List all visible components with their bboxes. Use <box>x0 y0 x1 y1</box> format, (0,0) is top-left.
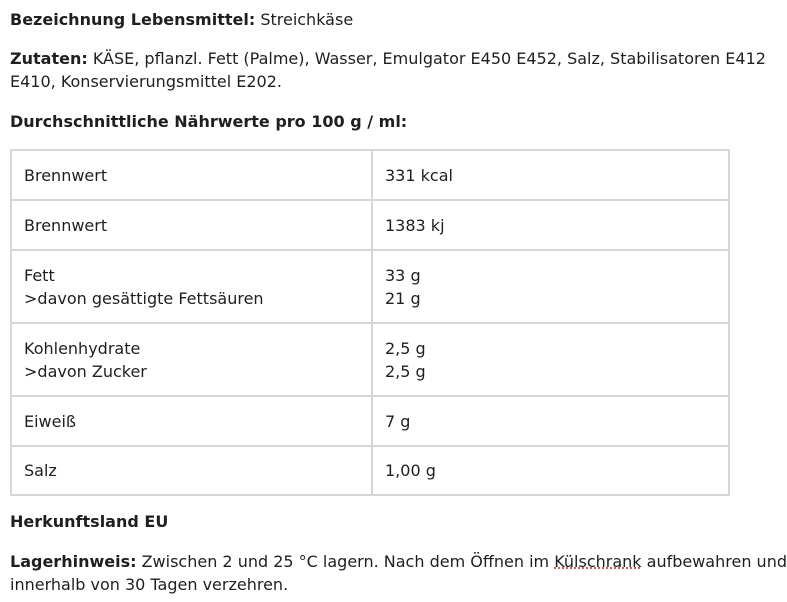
nutrient-value: 331 kcal <box>385 165 453 185</box>
origin-line <box>10 510 734 533</box>
nutrition-heading <box>10 110 734 133</box>
origin-label: Herkunftsland EU <box>10 512 169 531</box>
table-row <box>11 250 729 323</box>
nutrient-label: Brennwert <box>24 165 108 185</box>
storage-text-after: aufbewahren und <box>646 552 787 571</box>
ingredients-text-1: KÄSE, pflanzl. Fett (Palme), Wasser, Emulgator E450 E452, Salz, Stabilisatoren E412 <box>92 49 766 68</box>
ingredients-line-1 <box>10 47 766 70</box>
storage-line-2 <box>10 573 734 596</box>
nutrient-sublabel: >davon Zucker <box>24 361 147 381</box>
nutrient-value-cell <box>372 150 729 200</box>
nutrient-label: Kohlenhydrate <box>24 338 141 358</box>
nutrient-label: Salz <box>24 461 57 480</box>
nutrient-value: 1383 kj <box>385 215 445 235</box>
nutrient-sublabel: >davon gesättigte Fettsäuren <box>24 288 264 308</box>
nutrient-label-cell <box>11 200 372 250</box>
product-name-label: Bezeichnung Lebensmittel: <box>10 10 256 29</box>
nutrient-label-cell <box>11 323 372 396</box>
nutrient-label-cell <box>11 396 372 446</box>
nutrient-value: 2,5 g <box>385 338 426 358</box>
nutrient-value: 33 g <box>385 265 421 285</box>
nutrient-subvalue: 2,5 g <box>385 361 426 381</box>
product-name-line <box>10 8 734 31</box>
nutrient-value-cell <box>372 446 729 495</box>
nutrient-value-cell <box>372 250 729 323</box>
storage-line-1 <box>10 550 787 573</box>
nutrient-value-cell <box>372 200 729 250</box>
ingredients-label: Zutaten: <box>10 49 88 68</box>
nutrition-table <box>10 149 730 496</box>
nutrient-value-cell <box>372 323 729 396</box>
storage-text-2: innerhalb von 30 Tagen verzehren. <box>10 575 289 594</box>
nutrient-value: 7 g <box>385 411 411 431</box>
nutrient-label: Fett <box>24 265 55 285</box>
storage-text-before: Zwischen 2 und 25 °C lagern. Nach dem Öffnen im <box>141 552 550 571</box>
nutrient-label-cell <box>11 250 372 323</box>
nutrient-label: Eiweiß <box>24 411 77 431</box>
storage-misspelled-word: Külschrank <box>554 552 642 571</box>
nutrient-label-cell <box>11 446 372 495</box>
table-row <box>11 150 729 200</box>
ingredients-line-2 <box>10 70 734 93</box>
table-row <box>11 200 729 250</box>
storage-label: Lagerhinweis: <box>10 552 137 571</box>
table-row <box>11 396 729 446</box>
table-row <box>11 446 729 495</box>
nutrient-label-cell <box>11 150 372 200</box>
ingredients-text-2: E410, Konservierungsmittel E202. <box>10 72 282 91</box>
nutrient-label: Brennwert <box>24 215 108 235</box>
nutrient-subvalue: 21 g <box>385 288 421 308</box>
nutrient-value: 1,00 g <box>385 461 436 480</box>
table-row <box>11 323 729 396</box>
nutrition-table-body <box>11 150 729 495</box>
nutrient-value-cell <box>372 396 729 446</box>
product-name-value: Streichkäse <box>260 10 354 29</box>
nutrition-heading-text: Durchschnittliche Nährwerte pro 100 g / ml: <box>10 112 408 131</box>
